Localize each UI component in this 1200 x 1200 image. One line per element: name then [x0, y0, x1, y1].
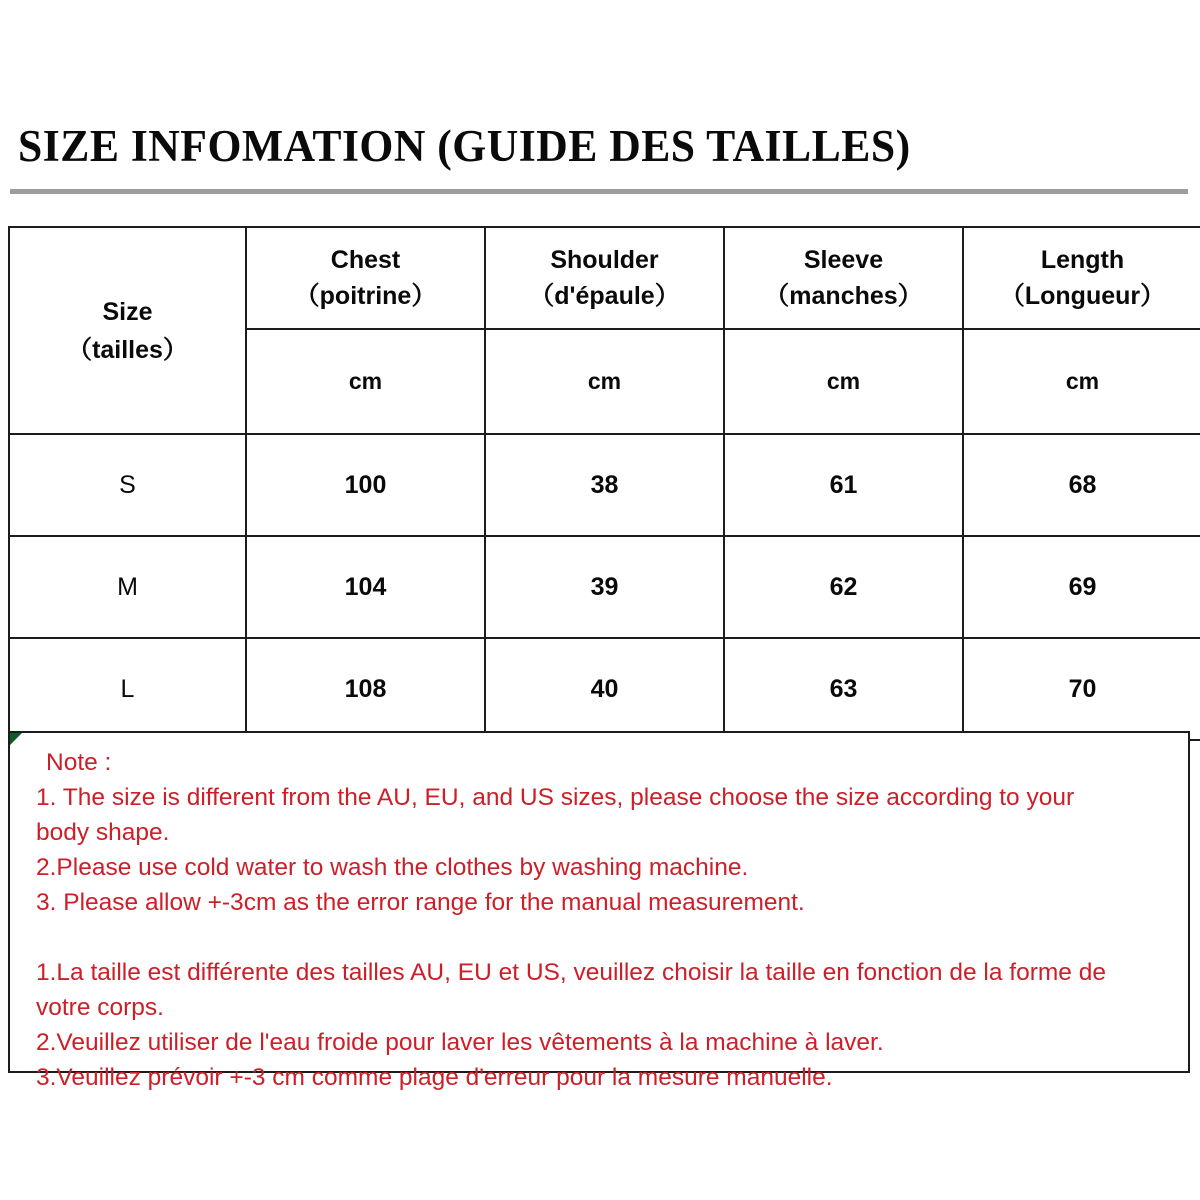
cell-chest: 100	[246, 434, 485, 536]
header-size-line1: Size	[102, 297, 153, 326]
header-unit-chest: cm	[246, 329, 485, 434]
note-fr-line-1: 1.La taille est différente des tailles AU, EU et US, veuillez choisir la taille en fonction de la forme de	[36, 959, 1106, 986]
header-cell-length	[963, 227, 1200, 329]
header-length-line2: （Longueur）	[999, 282, 1166, 310]
header-sleeve-line2: （manches）	[764, 282, 923, 310]
note-content	[36, 745, 1178, 1095]
note-fr-line-2: votre corps.	[36, 994, 164, 1021]
header-unit-sleeve: cm	[724, 329, 963, 434]
note-en-line-2: body shape.	[36, 819, 170, 846]
note-fr-line-3: 2.Veuillez utiliser de l'eau froide pour laver les vêtements à la machine à laver.	[36, 1029, 884, 1056]
header-chest-line2: （poitrine）	[294, 282, 437, 310]
cell-chest: 108	[246, 638, 485, 740]
cell-sleeve: 62	[724, 536, 963, 638]
table-header-row-main	[9, 227, 1200, 329]
cell-chest: 104	[246, 536, 485, 638]
note-box	[8, 731, 1190, 1091]
page-title-text: SIZE INFOMATION (GUIDE DES TAILLES)	[18, 121, 911, 171]
table-row	[9, 434, 1200, 536]
note-heading: Note :	[46, 749, 112, 776]
cell-sleeve: 63	[724, 638, 963, 740]
note-en-line-1: 1. The size is different from the AU, EU, and US sizes, please choose the size according to your	[36, 784, 1075, 811]
header-cell-chest	[246, 227, 485, 329]
corner-marker-icon	[10, 733, 22, 745]
header-unit-length: cm	[963, 329, 1200, 434]
cell-size: S	[9, 434, 246, 536]
cell-shoulder: 39	[485, 536, 724, 638]
table-row	[9, 536, 1200, 638]
title-divider-rule	[10, 189, 1188, 194]
cell-shoulder: 40	[485, 638, 724, 740]
cell-shoulder: 38	[485, 434, 724, 536]
cell-length: 70	[963, 638, 1200, 740]
note-en-line-3: 2.Please use cold water to wash the clothes by washing machine.	[36, 854, 749, 881]
header-size-line2: （tailles）	[67, 335, 188, 364]
cell-length: 69	[963, 536, 1200, 638]
header-unit-shoulder: cm	[485, 329, 724, 434]
size-table	[8, 226, 1200, 741]
table-row	[9, 638, 1200, 740]
header-sleeve-line1: Sleeve	[803, 246, 884, 274]
cell-size: L	[9, 638, 246, 740]
header-cell-shoulder	[485, 227, 724, 329]
header-length-line1: Length	[1040, 246, 1125, 274]
header-shoulder-line2: （d'épaule）	[529, 282, 680, 310]
cell-length: 68	[963, 434, 1200, 536]
page-title	[18, 120, 1182, 172]
note-block-spacer	[36, 920, 1178, 955]
header-cell-sleeve	[724, 227, 963, 329]
cell-size: M	[9, 536, 246, 638]
cell-sleeve: 61	[724, 434, 963, 536]
note-en-line-4: 3. Please allow +-3cm as the error range for the manual measurement.	[36, 889, 805, 916]
note-fr-line-4: 3.Veuillez prévoir +-3 cm comme plage d'erreur pour la mesure manuelle.	[36, 1064, 833, 1091]
header-shoulder-line1: Shoulder	[550, 246, 659, 274]
header-chest-line1: Chest	[330, 246, 401, 274]
header-cell-size	[9, 227, 246, 434]
